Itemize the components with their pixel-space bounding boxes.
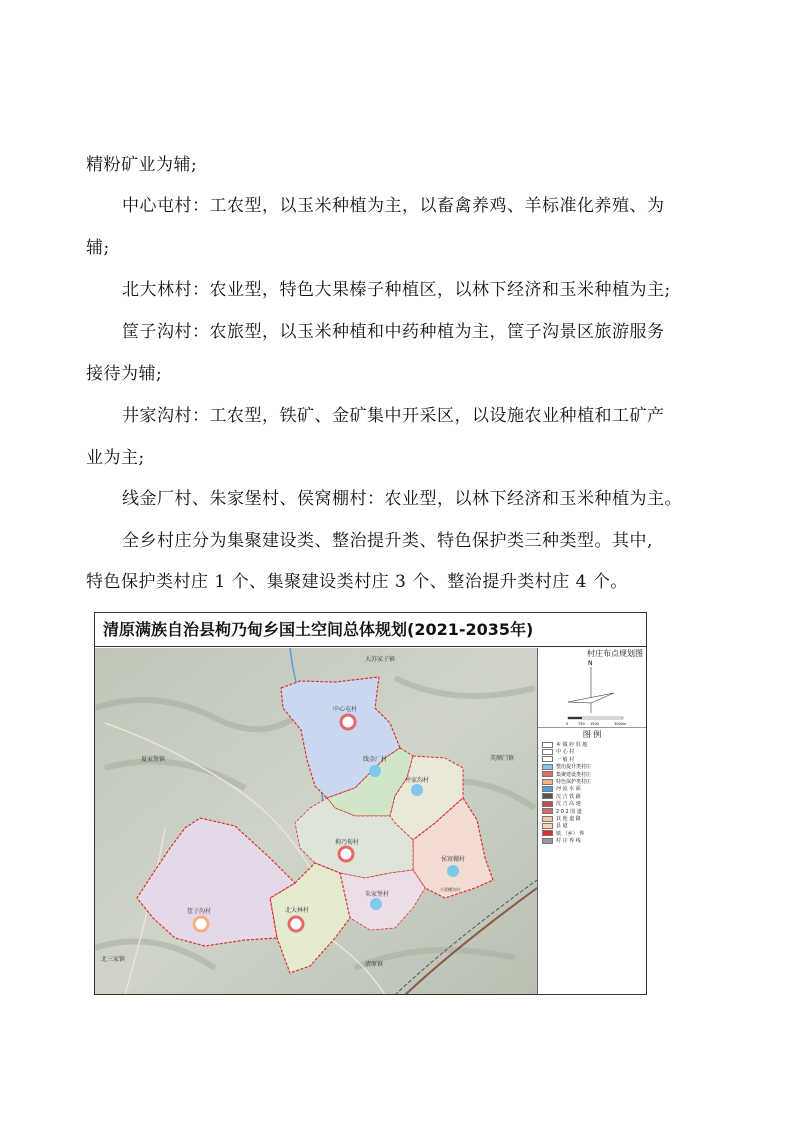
scale-label-3: 3000m <box>614 722 627 726</box>
legend-label: 整治提升类村庄 <box>556 764 592 771</box>
place-top: 大苏家子镇 <box>365 656 396 663</box>
paragraph-1: 精粉矿业为辅; <box>86 155 198 175</box>
paragraph-3: 辅; <box>86 238 110 258</box>
label-kuangzigou: 筐子沟村 <box>187 908 212 915</box>
legend-label: 镇 （乡） 界 <box>556 830 585 837</box>
marker-jingjiagou <box>411 784 423 796</box>
scale-label-0: 0 <box>566 722 569 726</box>
label-houwopeng: 侯窝棚村 <box>441 856 466 863</box>
legend-item <box>542 793 581 800</box>
legend-item <box>542 785 581 792</box>
legend-swatch <box>542 816 553 822</box>
place-left: 夏家堡镇 <box>141 756 166 763</box>
scale-label-1: 750 <box>578 722 585 726</box>
map-area <box>95 648 537 995</box>
legend-title: 图 例 <box>538 727 646 740</box>
legend-swatch <box>542 786 553 792</box>
paragraph-5: 筐子沟村：农旅型，以玉米种植和中药种植为主，筐子沟景区旅游服务 <box>122 322 665 342</box>
legend-swatch <box>542 771 553 777</box>
marker-houwopeng <box>447 865 459 877</box>
label-jingjiagou: 井家沟村 <box>405 777 430 784</box>
village-plan-figure <box>94 612 647 995</box>
legend-item <box>542 830 584 837</box>
legend-item <box>542 815 581 822</box>
legend-swatch <box>542 830 553 836</box>
legend-label: 特色保护类村庄 <box>556 779 592 785</box>
legend-swatch <box>542 801 553 807</box>
compass-scale <box>538 657 646 729</box>
legend-label: 村 庄 界 线 <box>556 838 581 845</box>
marker-xianjinchang <box>369 765 381 777</box>
paragraph-2: 中心屯村：工农型，以玉米种植为主，以畜禽养鸡、羊标准化养殖、为 <box>122 196 665 216</box>
legend-swatch <box>542 808 553 814</box>
legend-swatch <box>542 779 553 785</box>
legend-swatch <box>542 823 553 829</box>
legend-label: 乡 镇 府 驻 地 <box>556 742 588 748</box>
legend-item <box>542 763 591 770</box>
paragraph-4: 北大林村：农业型，特色大果榛子种植区，以林下经济和玉米种植为主; <box>122 280 671 300</box>
scale-label-2: 1500 <box>590 722 599 726</box>
place-bottom: 清原镇 <box>365 961 384 968</box>
legend-item <box>542 822 568 829</box>
place-bottom-left: 北三家镇 <box>101 956 126 963</box>
legend-item <box>542 800 581 807</box>
place-small: 小窝棚沟村 <box>440 887 460 892</box>
legend-label: 河 流 水 面 <box>556 786 581 793</box>
paragraph-11: 特色保护类村庄 1 个、集聚建设类村庄 3 个、整治提升类村庄 4 个。 <box>86 572 628 592</box>
place-right: 英额门镇 <box>490 755 515 762</box>
legend-swatch <box>542 756 553 762</box>
figure-subtitle: 村庄布点规划图 <box>587 649 643 658</box>
legend-panel <box>537 648 647 995</box>
legend-label: 沈 吉 铁 路 <box>556 793 581 800</box>
legend-swatch <box>542 764 553 770</box>
marker-kuangzigou <box>194 917 208 931</box>
legend-swatch <box>542 793 553 799</box>
legend-item <box>542 837 581 844</box>
legend-item <box>542 771 591 778</box>
paragraph-9: 线金厂村、朱家堡村、侯窝棚村：农业型，以林下经济和玉米种植为主。 <box>122 489 682 509</box>
label-beidalin: 北大林村 <box>285 907 310 914</box>
legend-swatch <box>542 749 553 755</box>
legend-item <box>542 756 574 763</box>
legend-item <box>542 778 591 785</box>
legend-label: 中 心 村 <box>556 749 575 756</box>
legend-label: 其 他 道 路 <box>556 816 581 822</box>
legend-swatch <box>542 838 553 844</box>
label-xianjinchang: 线金厂村 <box>363 756 388 763</box>
marker-beidalin <box>289 917 303 931</box>
legend-label: 县 道 <box>556 823 568 830</box>
figure-title: 清原满族自治县枸乃甸乡国土空间总体规划(2021-2035年) <box>95 613 647 647</box>
legend-label: 沈 吉 高 速 <box>556 801 581 808</box>
scale-bar-segment <box>568 717 582 719</box>
legend-swatch <box>542 742 553 748</box>
label-zhujiabao: 朱家堡村 <box>365 891 390 898</box>
legend-label: 一 般 村 <box>556 756 575 763</box>
paragraph-10: 全乡村庄分为集聚建设类、整治提升类、特色保护类三种类型。其中, <box>122 531 653 551</box>
map-svg <box>95 648 537 995</box>
label-zhongxintun: 中心屯村 <box>333 706 358 713</box>
marker-gounaidian <box>339 847 353 861</box>
legend-item <box>542 748 574 755</box>
legend-label: 集聚建设类村庄 <box>556 771 592 778</box>
north-label: N <box>588 660 593 667</box>
paragraph-6: 接待为辅; <box>86 364 163 384</box>
paragraph-7: 井家沟村：工农型，铁矿、金矿集中开采区，以设施农业种植和工矿产 <box>122 406 665 426</box>
marker-zhongxintun <box>341 715 355 729</box>
paragraph-8: 业为主; <box>86 448 145 468</box>
legend-label: 2 0 2 国 道 <box>556 808 582 815</box>
legend-item <box>542 808 582 815</box>
legend-item <box>542 741 587 748</box>
label-gounaidian: 枸乃甸村 <box>335 839 360 846</box>
marker-zhujiabao <box>370 898 382 910</box>
